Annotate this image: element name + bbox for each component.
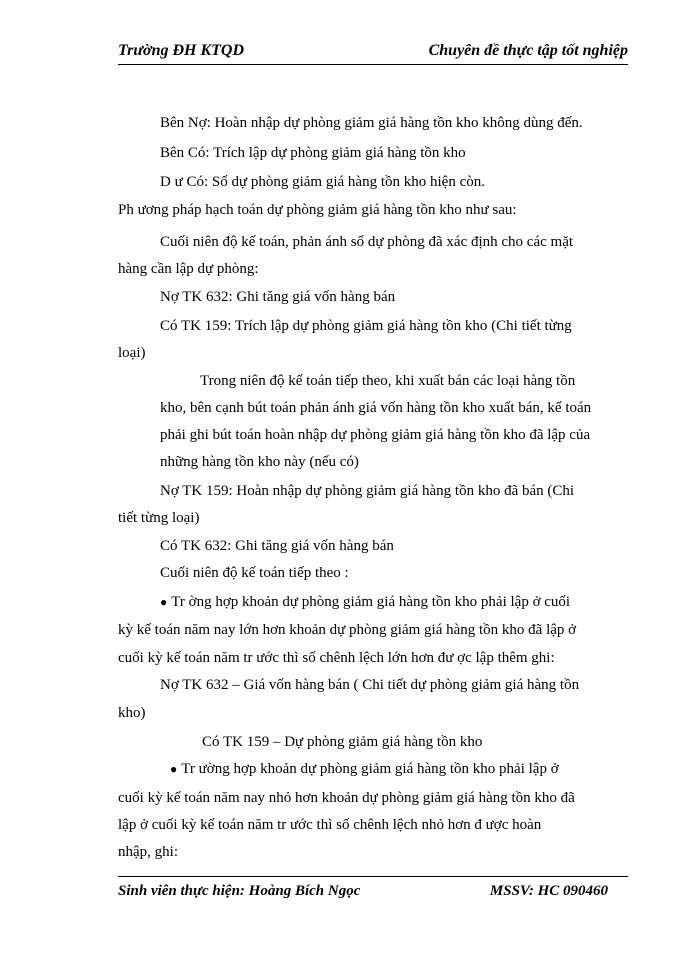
text-line: kho, bên cạnh bút toán phản ánh giá vốn hàng tồn kho xuất bán, kế toán <box>160 400 592 416</box>
text-line: Có TK 632: Ghi tăng giá vốn hàng bán <box>160 538 394 554</box>
page-footer <box>118 876 628 903</box>
text-line: hàng cần lập dự phòng: <box>118 261 259 277</box>
text-line: lập ở cuối kỳ kế toán năm tr ước thì số chênh lệch nhỏ hơn đ ược hoàn <box>118 817 542 833</box>
text-line: Tr ờng hợp khoản dự phòng giảm giá hàng tồn kho phải lập ở cuối <box>171 594 571 610</box>
text-line: Có TK 159 – Dự phòng giảm giá hàng tồn kho <box>202 734 483 750</box>
footer-student-id: MSSV: HC 090460 <box>489 883 608 899</box>
bullet-line <box>160 593 570 611</box>
text-line: Ph ương pháp hạch toán dự phòng giảm giá hàng tồn kho như sau: <box>118 202 517 218</box>
text-line: D ư Có: Số dự phòng giảm giá hàng tồn kho hiện còn. <box>160 174 485 190</box>
text-line: Cuối niên độ kế toán, phản ánh số dự phòng đã xác định cho các mặt <box>160 234 574 250</box>
text-line: Cuối niên độ kế toán tiếp theo : <box>160 565 349 581</box>
text-line: kho) <box>118 705 146 721</box>
text-line: những hàng tồn kho này (nếu có) <box>160 454 359 470</box>
text-line: Nợ TK 632 – Giá vốn hàng bán ( Chi tiết dự phòng giảm giá hàng tồn <box>160 677 580 693</box>
text-line: Nợ TK 632: Ghi tăng giá vốn hàng bán <box>160 289 396 305</box>
text-line: tiết từng loại) <box>118 510 200 526</box>
text-line: Tr ường hợp khoản dự phòng giảm giá hàng tồn kho phải lập ở <box>181 761 559 777</box>
text-line: phải ghi bút toán hoàn nhập dự phòng giảm giá hàng tồn kho đã lập của <box>160 427 591 443</box>
text-line: cuối kỳ kế toán năm nay nhỏ hơn khoản dự phòng giảm giá hàng tồn kho đã <box>118 790 575 806</box>
bullet-icon: ● <box>160 595 168 609</box>
text-line: Nợ TK 159: Hoàn nhập dự phòng giảm giá hàng tồn kho đã bán (Chi <box>160 483 575 499</box>
text-line: cuối kỳ kế toán năm tr ước thì số chênh lệch lớn hơn đư ợc lập thêm ghi: <box>118 650 555 666</box>
text-line: Có TK 159: Trích lập dự phòng giảm giá hàng tồn kho (Chi tiết từng <box>160 318 572 334</box>
bullet-line <box>170 760 559 778</box>
footer-student: Sinh viên thực hiện: Hoàng Bích Ngọc <box>118 883 361 899</box>
header-school: Trường ĐH KTQD <box>118 42 245 59</box>
text-line: kỳ kế toán năm nay lớn hơn khoản dự phòng giảm giá hàng tồn kho đã lập ở <box>118 622 577 638</box>
text-line: loại) <box>118 345 146 361</box>
bullet-icon: ● <box>170 762 178 776</box>
text-line: nhập, ghi: <box>118 844 178 860</box>
text-line: Bên Nợ: Hoàn nhập dự phòng giảm giá hàng tồn kho không dùng đến. <box>160 115 583 131</box>
page-header <box>118 40 628 65</box>
text-line: Bên Có: Trích lập dự phòng giảm giá hàng tồn kho <box>160 145 466 161</box>
header-title: Chuyên đề thực tập tốt nghiệp <box>428 42 628 59</box>
text-line: Trong niên độ kế toán tiếp theo, khi xuất bán các loại hàng tồn <box>200 373 576 389</box>
